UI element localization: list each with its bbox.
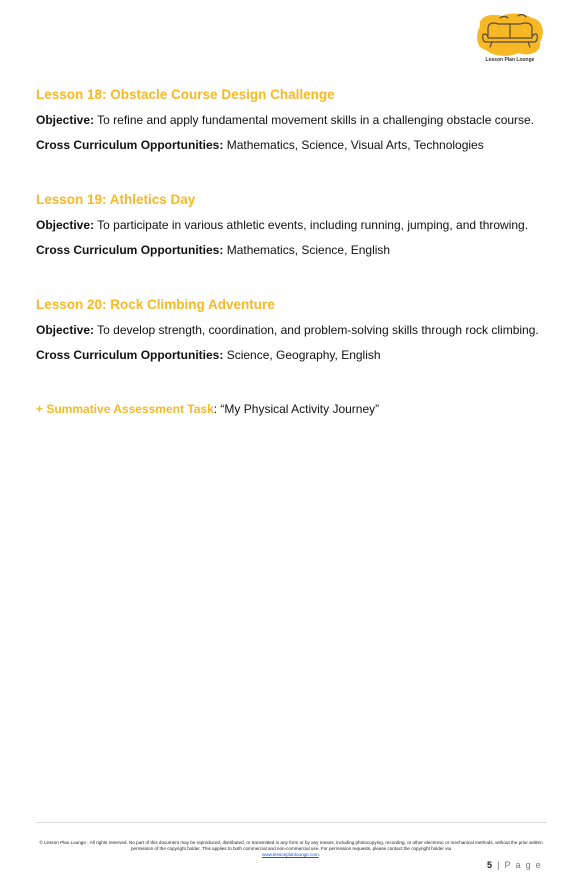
objective-label: Objective: [36, 323, 95, 337]
cross-curriculum-label: Cross Curriculum Opportunities: [36, 348, 224, 362]
page-separator: | [493, 860, 505, 870]
copyright-text: © Lesson Plan Lounge - All rights reserved. No part of this document may be reproduced, distributed, or transmitted in any form or by any means, including photocopying, recording, or other electronic or mechanical methods, without the prior written permission of the copyright holder. This applies to both commercial and non-commercial use. For permission requests, please contact the copyright holder via [39, 840, 543, 851]
cross-curriculum-text: Mathematics, Science, Visual Arts, Technologies [223, 138, 484, 152]
lesson-objective [36, 112, 548, 129]
objective-label: Objective: [36, 218, 95, 232]
summative-label: + Summative Assessment Task [36, 402, 214, 416]
cross-curriculum-text: Science, Geography, English [223, 348, 381, 362]
lesson-title: Lesson 20: Rock Climbing Adventure [36, 297, 275, 312]
lesson-objective [36, 322, 548, 339]
lesson-title: Lesson 19: Athletics Day [36, 192, 196, 207]
logo-text: Lesson Plan Lounge [485, 57, 535, 63]
lesson-list [36, 86, 548, 418]
footer-divider [36, 822, 546, 823]
link-suffix: . [318, 852, 320, 857]
website-link[interactable]: www.lessonplanlounge.com [262, 852, 319, 857]
objective-text: To refine and apply fundamental movement skills in a challenging obstacle course. [94, 113, 535, 127]
lesson-objective [36, 217, 548, 234]
lesson-cross-curriculum [36, 137, 548, 154]
cross-curriculum-label: Cross Curriculum Opportunities: [36, 138, 224, 152]
lesson-cross-curriculum [36, 242, 548, 259]
cross-curriculum-label: Cross Curriculum Opportunities: [36, 243, 224, 257]
lesson-19 [36, 191, 548, 259]
summative-text: : “My Physical Activity Journey” [213, 402, 380, 416]
lesson-18 [36, 86, 548, 154]
cross-curriculum-text: Mathematics, Science, English [223, 243, 391, 257]
page-number [487, 860, 542, 870]
objective-text: To participate in various athletic events, including running, jumping, and throwing. [94, 218, 529, 232]
objective-label: Objective: [36, 113, 95, 127]
lesson-plan-lounge-logo [474, 12, 546, 66]
page-number-value: 5 [486, 860, 494, 870]
sofa-logo-icon [474, 12, 546, 58]
objective-text: To develop strength, coordination, and problem-solving skills through rock climbing. [94, 323, 539, 337]
lesson-cross-curriculum [36, 347, 548, 364]
summative-assessment [36, 401, 548, 418]
page-word: P a g e [504, 860, 542, 870]
lesson-20 [36, 296, 548, 364]
footer-copyright [36, 840, 546, 858]
lesson-title: Lesson 18: Obstacle Course Design Challenge [36, 87, 335, 102]
